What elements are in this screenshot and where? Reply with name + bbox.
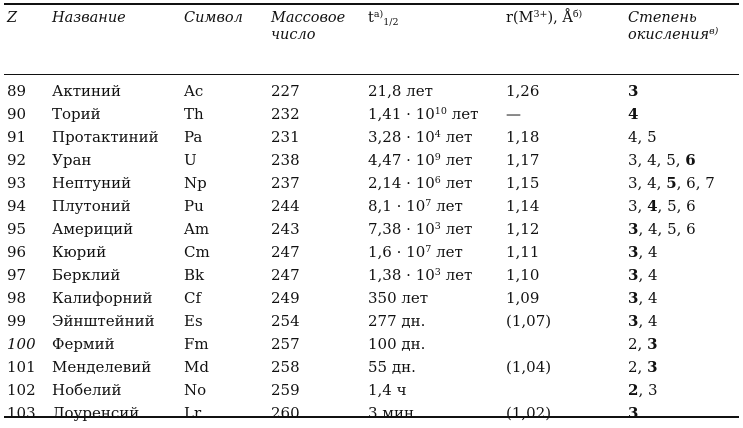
- half-life-value: 7,38 · 10: [368, 219, 435, 238]
- oxidation-state: 2: [628, 357, 638, 376]
- half-life-unit: лет: [431, 242, 463, 261]
- cell-mass-number: 259: [271, 380, 300, 399]
- cell-half-life: [368, 355, 506, 378]
- cell-mass-number: 247: [271, 265, 300, 284]
- cell-name: Уран: [52, 150, 92, 169]
- cell-mass-number: 258: [271, 357, 300, 376]
- half-life-value: 55 дн.: [368, 357, 416, 376]
- cell-name: Нобелий: [52, 380, 122, 399]
- oxidation-state: 3: [628, 150, 638, 169]
- cell-z: 89: [7, 81, 27, 100]
- half-life-exponent: 4: [434, 128, 441, 140]
- cell-name: Калифорний: [52, 288, 153, 307]
- header-oxidation-state: [628, 0, 743, 76]
- oxidation-state: 5: [647, 127, 657, 146]
- half-life-unit: лет: [440, 265, 473, 284]
- cell-oxidation-states: 3, 4: [628, 311, 658, 330]
- cell-name: Менделевий: [52, 357, 152, 376]
- cell-oxidation-states: 3, 4, 5, 6: [628, 219, 696, 238]
- half-life-unit: лет: [431, 196, 463, 215]
- oxidation-state-stable: 3: [628, 288, 639, 307]
- cell-z: 100: [7, 334, 36, 353]
- cell-z: 95: [7, 219, 27, 238]
- table-row: [0, 102, 743, 125]
- oxidation-state: 4: [647, 150, 657, 169]
- cell-mass-number: 260: [271, 403, 300, 422]
- table-row: [0, 286, 743, 309]
- cell-half-life: [368, 240, 506, 263]
- cell-z: 102: [7, 380, 36, 399]
- half-life-value: 277 дн.: [368, 311, 426, 330]
- cell-half-life: [368, 102, 506, 125]
- cell-name: Лоуренсий: [52, 403, 140, 422]
- oxidation-state: 7: [705, 173, 715, 192]
- cell-half-life: [368, 76, 506, 102]
- half-life-unit: лет: [440, 127, 473, 146]
- cell-symbol: Np: [184, 173, 207, 192]
- table-header-row: [0, 0, 743, 76]
- cell-name: Торий: [52, 104, 101, 123]
- cell-symbol: Th: [184, 104, 204, 123]
- cell-z: 99: [7, 311, 27, 330]
- oxidation-state: 4: [647, 242, 658, 261]
- half-life-exponent: 7: [425, 243, 432, 255]
- header-r-note: б): [572, 9, 583, 20]
- cell-ionic-radius: 1,10: [506, 265, 540, 284]
- oxidation-state: 3: [628, 196, 638, 215]
- cell-ionic-radius: —: [506, 104, 521, 123]
- cell-ionic-radius: 1,11: [506, 242, 540, 261]
- header-t-note: а): [373, 9, 384, 20]
- oxidation-state-stable: 3: [628, 311, 639, 330]
- cell-half-life: [368, 171, 506, 194]
- cell-mass-number: 232: [271, 104, 300, 123]
- table-row: [0, 355, 743, 378]
- table-row: [0, 217, 743, 240]
- cell-z: 97: [7, 265, 27, 284]
- cell-name: Нептуний: [52, 173, 132, 192]
- cell-half-life: [368, 332, 506, 355]
- table-row: [0, 309, 743, 332]
- oxidation-state: 4: [647, 219, 658, 238]
- header-t-sub: 1/2: [383, 17, 399, 28]
- cell-half-life: [368, 217, 506, 240]
- oxidation-state: 6: [686, 219, 696, 238]
- cell-half-life: [368, 309, 506, 332]
- table-row: [0, 125, 743, 148]
- cell-half-life: [368, 263, 506, 286]
- oxidation-state: 4: [647, 265, 658, 284]
- cell-z: 93: [7, 173, 27, 192]
- oxidation-state: 2: [628, 334, 638, 353]
- cell-oxidation-states: 2, 3: [628, 357, 658, 376]
- cell-symbol: Es: [184, 311, 203, 330]
- cell-half-life: [368, 286, 506, 309]
- cell-symbol: Cf: [184, 288, 202, 307]
- oxidation-state-stable: 3: [628, 81, 639, 100]
- table-row: [0, 194, 743, 217]
- header-r-text: r(M: [506, 10, 534, 26]
- half-life-value: 4,47 · 10: [368, 150, 435, 169]
- cell-oxidation-states: [628, 76, 743, 102]
- oxidation-state: 5: [666, 150, 676, 169]
- header-mass-line1: Массовое: [271, 10, 346, 26]
- oxidation-state: 6: [686, 196, 696, 215]
- cell-name: Плутоний: [52, 196, 131, 215]
- cell-mass-number: 231: [271, 127, 300, 146]
- cell-mass-number: 244: [271, 196, 300, 215]
- cell-oxidation-states: 3, 4: [628, 265, 658, 284]
- cell-z: 101: [7, 357, 36, 376]
- half-life-unit: лет: [446, 104, 479, 123]
- cell-ionic-radius: 1,26: [506, 81, 540, 100]
- half-life-exponent: 3: [434, 220, 441, 232]
- header-ox-note: в): [709, 26, 719, 37]
- cell-ionic-radius: 1,14: [506, 196, 540, 215]
- cell-ionic-radius: [506, 332, 628, 355]
- cell-symbol: Ac: [184, 81, 204, 100]
- half-life-exponent: 6: [434, 174, 441, 186]
- cell-z: 98: [7, 288, 27, 307]
- half-life-unit: лет: [440, 173, 473, 192]
- cell-name: Америций: [52, 219, 134, 238]
- header-ionic-radius: [506, 0, 628, 76]
- cell-symbol: Bk: [184, 265, 205, 284]
- header-mass-line2: число: [271, 27, 316, 43]
- cell-oxidation-states: 3, 4: [628, 288, 658, 307]
- half-life-value: 350 лет: [368, 288, 429, 307]
- cell-z: 103: [7, 403, 36, 422]
- half-life-value: 1,41 · 10: [368, 104, 435, 123]
- table-body: [0, 76, 743, 424]
- table-row: [0, 76, 743, 102]
- cell-mass-number: 247: [271, 242, 300, 261]
- oxidation-state-stable: 4: [647, 196, 658, 215]
- oxidation-state: 4: [647, 311, 658, 330]
- cell-oxidation-states: 2, 3: [628, 334, 658, 353]
- oxidation-state-stable: 6: [685, 150, 696, 169]
- header-ox-line1: Степень: [628, 10, 697, 26]
- table-row: [0, 332, 743, 355]
- cell-mass-number: 237: [271, 173, 300, 192]
- header-ox-line2: окисления: [628, 27, 710, 43]
- cell-name: Кюрий: [52, 242, 107, 261]
- cell-ionic-radius: (1,02): [506, 403, 552, 422]
- table-row: [0, 263, 743, 286]
- oxidation-state-stable: 3: [647, 357, 658, 376]
- cell-symbol: No: [184, 380, 207, 399]
- cell-symbol: Lr: [184, 403, 202, 422]
- oxidation-state-stable: 3: [647, 334, 658, 353]
- cell-half-life: [368, 194, 506, 217]
- half-life-value: 1,6 · 10: [368, 242, 426, 261]
- half-life-unit: лет: [440, 219, 473, 238]
- half-life-value: 2,14 · 10: [368, 173, 435, 192]
- half-life-value: 3 мин: [368, 403, 414, 422]
- cell-name: Берклий: [52, 265, 121, 284]
- cell-symbol: Pa: [184, 127, 203, 146]
- cell-ionic-radius: 1,17: [506, 150, 540, 169]
- cell-mass-number: 227: [271, 81, 300, 100]
- header-name: Название: [52, 10, 126, 26]
- oxidation-state-stable: 3: [628, 265, 639, 284]
- cell-z: 90: [7, 104, 27, 123]
- cell-half-life: [368, 401, 506, 424]
- oxidation-state: 4: [647, 288, 658, 307]
- cell-half-life: [368, 378, 506, 401]
- cell-ionic-radius: 1,15: [506, 173, 540, 192]
- oxidation-state-stable: 3: [628, 242, 639, 261]
- cell-z: 96: [7, 242, 27, 261]
- header-symbol: Символ: [184, 10, 243, 26]
- cell-symbol: Pu: [184, 196, 204, 215]
- cell-symbol: U: [184, 150, 197, 169]
- half-life-exponent: 3: [434, 266, 441, 278]
- header-t-base: t: [368, 10, 374, 26]
- cell-oxidation-states: 4, 5: [628, 127, 657, 146]
- half-life-value: 1,38 · 10: [368, 265, 435, 284]
- half-life-exponent: 9: [434, 151, 441, 163]
- oxidation-state: 3: [628, 173, 638, 192]
- cell-name: Актиний: [52, 81, 122, 100]
- header-z: Z: [7, 10, 18, 26]
- half-life-exponent: 10: [434, 105, 447, 117]
- header-half-life: [368, 0, 506, 76]
- oxidation-state-stable: 5: [666, 173, 677, 192]
- half-life-unit: лет: [440, 150, 473, 169]
- cell-oxidation-states: [628, 102, 743, 125]
- oxidation-state-stable: 3: [628, 403, 639, 422]
- cell-symbol: Fm: [184, 334, 209, 353]
- cell-name: Протактиний: [52, 127, 159, 146]
- table-row: [0, 171, 743, 194]
- cell-ionic-radius: (1,04): [506, 357, 552, 376]
- table-row: [0, 240, 743, 263]
- half-life-value: 21,8 лет: [368, 81, 433, 100]
- cell-ionic-radius: 1,09: [506, 288, 540, 307]
- cell-half-life: [368, 148, 506, 171]
- cell-z: 91: [7, 127, 27, 146]
- cell-mass-number: 249: [271, 288, 300, 307]
- cell-z: 92: [7, 150, 27, 169]
- cell-symbol: Am: [184, 219, 210, 238]
- cell-oxidation-states: 2, 3: [628, 380, 658, 399]
- cell-mass-number: 254: [271, 311, 300, 330]
- oxidation-state: 5: [667, 196, 677, 215]
- cell-ionic-radius: [506, 378, 628, 401]
- cell-oxidation-states: [628, 401, 743, 424]
- cell-half-life: [368, 125, 506, 148]
- half-life-value: 3,28 · 10: [368, 127, 435, 146]
- table-row: [0, 148, 743, 171]
- cell-mass-number: 243: [271, 219, 300, 238]
- oxidation-state: 5: [667, 219, 677, 238]
- cell-symbol: Cm: [184, 242, 210, 261]
- cell-oxidation-states: 3, 4, 5, 6: [628, 196, 696, 215]
- oxidation-state: 4: [628, 127, 638, 146]
- cell-name: Фермий: [52, 334, 115, 353]
- half-life-value: 8,1 · 10: [368, 196, 426, 215]
- cell-ionic-radius: 1,18: [506, 127, 540, 146]
- cell-oxidation-states: 3, 4: [628, 242, 658, 261]
- half-life-value: 1,4 ч: [368, 380, 407, 399]
- header-mass-number: [271, 0, 368, 76]
- oxidation-state-stable: 2: [628, 380, 639, 399]
- cell-mass-number: 238: [271, 150, 300, 169]
- cell-name: Эйнштейний: [52, 311, 155, 330]
- oxidation-state: 6: [686, 173, 696, 192]
- half-life-exponent: 7: [425, 197, 432, 209]
- header-r-charge: 3+: [533, 9, 548, 20]
- oxidation-state-stable: 4: [628, 104, 639, 123]
- header-r-unit: ), Å: [547, 10, 573, 26]
- cell-oxidation-states: 3, 4, 5, 6, 7: [628, 173, 715, 192]
- cell-ionic-radius: 1,12: [506, 219, 540, 238]
- oxidation-state: 4: [647, 173, 657, 192]
- half-life-value: 100 дн.: [368, 334, 426, 353]
- cell-z: 94: [7, 196, 27, 215]
- oxidation-state: 3: [647, 380, 658, 399]
- table-row: [0, 378, 743, 401]
- cell-ionic-radius: (1,07): [506, 311, 552, 330]
- cell-symbol: Md: [184, 357, 209, 376]
- cell-mass-number: 257: [271, 334, 300, 353]
- table-row: [0, 401, 743, 424]
- oxidation-state-stable: 3: [628, 219, 639, 238]
- cell-oxidation-states: 3, 4, 5, 6: [628, 150, 696, 169]
